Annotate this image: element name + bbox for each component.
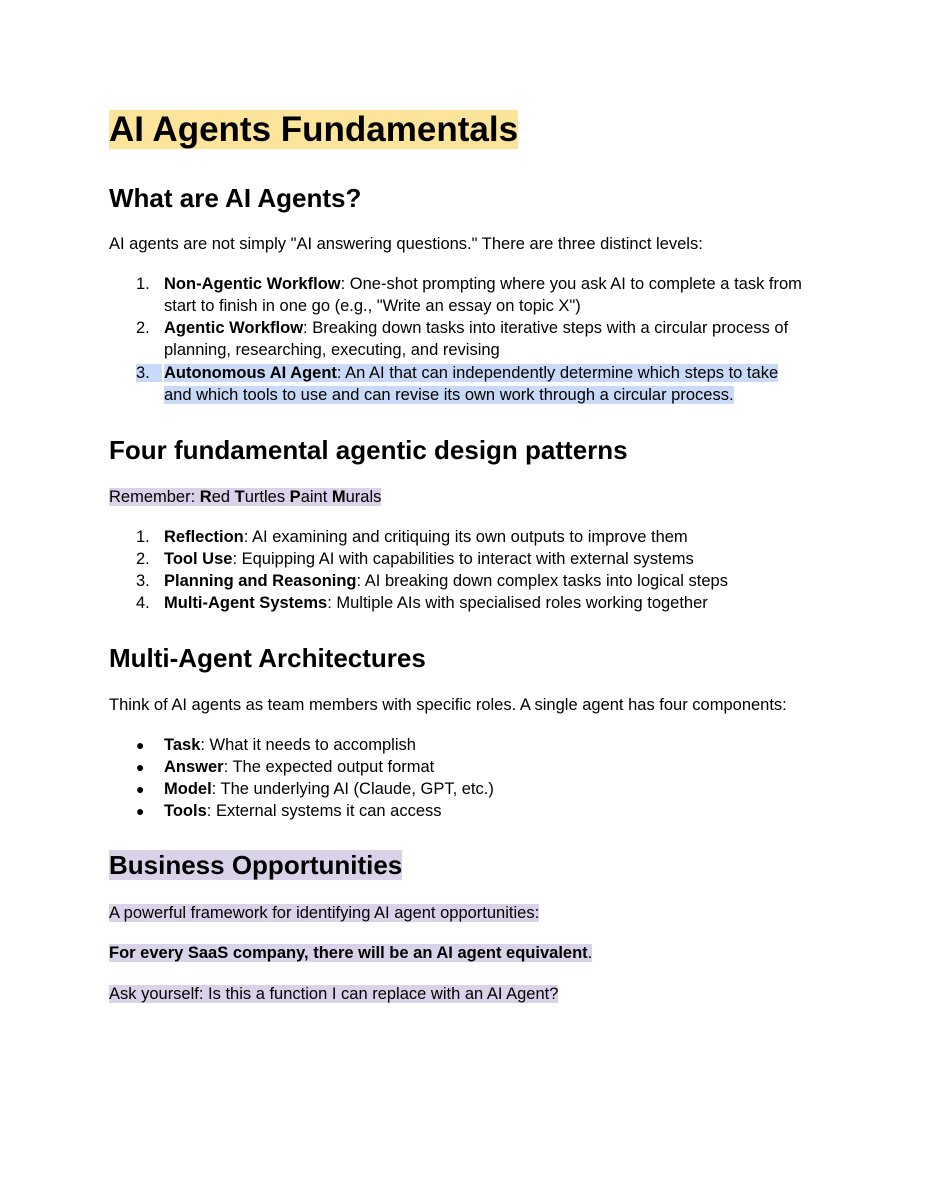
bullet-icon: ● xyxy=(136,803,145,819)
list-number: 3. xyxy=(136,572,150,590)
term: Agentic Workflow xyxy=(164,319,304,337)
list-item-task xyxy=(164,734,416,756)
bullet-icon: ● xyxy=(136,781,145,797)
desc: : External systems it can access xyxy=(206,802,442,820)
list-item-agentic-workflow xyxy=(164,317,788,339)
section-heading-multi-agent-architectures: Multi-Agent Architectures xyxy=(109,643,426,673)
desc: : AI breaking down complex tasks into logical steps xyxy=(356,572,728,590)
term: Tool Use xyxy=(164,550,233,568)
list-item-non-agentic-cont: start to finish in one go (e.g., "Write an essay on topic X") xyxy=(164,297,581,315)
term: Autonomous AI Agent xyxy=(164,364,337,382)
list-item-answer xyxy=(164,756,434,778)
desc: : An AI that can independently determine which steps to take xyxy=(336,364,779,382)
list-item-autonomous-agent xyxy=(164,362,778,384)
list-item-model xyxy=(164,778,494,800)
section-heading-what-are-ai-agents: What are AI Agents? xyxy=(109,183,362,213)
mnemonic-initial: M xyxy=(331,488,346,506)
list-item-reflection xyxy=(164,526,688,548)
desc: : The underlying AI (Claude, GPT, etc.) xyxy=(211,780,494,798)
heading-highlight: Business Opportunities xyxy=(109,850,403,880)
mnemonic-initial: T xyxy=(234,488,245,506)
list-number-text: 3. xyxy=(136,364,162,382)
desc: : AI examining and critiquing its own outputs to improve them xyxy=(243,528,688,546)
list-item-planning xyxy=(164,570,728,592)
list-item-agentic-workflow-cont: planning, researching, executing, and revising xyxy=(164,341,500,359)
term: Task xyxy=(164,736,201,754)
mnemonic-line xyxy=(109,486,381,508)
term: Reflection xyxy=(164,528,244,546)
para-highlight: Ask yourself: Is this a function I can replace with an AI Agent? xyxy=(109,985,559,1003)
section4-para2 xyxy=(109,942,592,964)
desc: : Multiple AIs with specialised roles working together xyxy=(327,594,708,612)
para-highlight: A powerful framework for identifying AI agent opportunities: xyxy=(109,904,540,922)
term: Model xyxy=(164,780,212,798)
list-number: 2. xyxy=(136,550,150,568)
desc: : The expected output format xyxy=(223,758,435,776)
list-item-tool-use xyxy=(164,548,694,570)
section4-para1 xyxy=(109,902,539,924)
section-heading-business-opportunities xyxy=(109,848,402,882)
mnemonic-prefix: Remember: xyxy=(109,488,200,506)
mnemonic-initial: R xyxy=(199,488,212,506)
selected-text xyxy=(164,364,778,382)
list-item-autonomous-agent-cont xyxy=(164,384,734,406)
mnemonic-initial: P xyxy=(289,488,301,506)
desc: : Equipping AI with capabilities to interact with external systems xyxy=(232,550,694,568)
bullet-icon: ● xyxy=(136,737,145,753)
selected-text: and which tools to use and can revise its own work through a circular process. xyxy=(164,386,734,404)
para-tail: . xyxy=(587,944,593,962)
term: Answer xyxy=(164,758,224,776)
term: Non-Agentic Workflow xyxy=(164,275,341,293)
desc: : Breaking down tasks into iterative steps with a circular process of xyxy=(303,319,789,337)
section3-intro: Think of AI agents as team members with specific roles. A single agent has four components: xyxy=(109,696,787,714)
mnemonic-rest: ed xyxy=(211,488,235,506)
document-title-text: AI Agents Fundamentals xyxy=(109,110,519,149)
list-number: 4. xyxy=(136,594,150,612)
term: Planning and Reasoning xyxy=(164,572,357,590)
desc: : What it needs to accomplish xyxy=(200,736,416,754)
mnemonic-highlight xyxy=(109,488,381,506)
list-item-multi-agent-systems xyxy=(164,592,708,614)
bullet-icon: ● xyxy=(136,759,145,775)
mnemonic-rest: aint xyxy=(300,488,332,506)
mnemonic-rest: urals xyxy=(345,488,382,506)
para-bold: For every SaaS company, there will be an AI agent equivalent xyxy=(109,944,588,962)
list-item-non-agentic xyxy=(164,273,802,295)
list-number-selected xyxy=(136,362,160,384)
list-item-tools xyxy=(164,800,442,822)
section4-para3 xyxy=(109,983,558,1005)
section-heading-design-patterns: Four fundamental agentic design patterns xyxy=(109,435,628,465)
section1-intro: AI agents are not simply "AI answering questions." There are three distinct levels: xyxy=(109,235,703,253)
term: Tools xyxy=(164,802,207,820)
document-title xyxy=(109,108,518,152)
list-number: 1. xyxy=(136,528,150,546)
desc: : One-shot prompting where you ask AI to complete a task from xyxy=(340,275,802,293)
list-number: 2. xyxy=(136,319,150,337)
mnemonic-rest: urtles xyxy=(244,488,290,506)
list-number: 1. xyxy=(136,275,150,293)
para-highlight xyxy=(109,944,592,962)
term: Multi-Agent Systems xyxy=(164,594,328,612)
